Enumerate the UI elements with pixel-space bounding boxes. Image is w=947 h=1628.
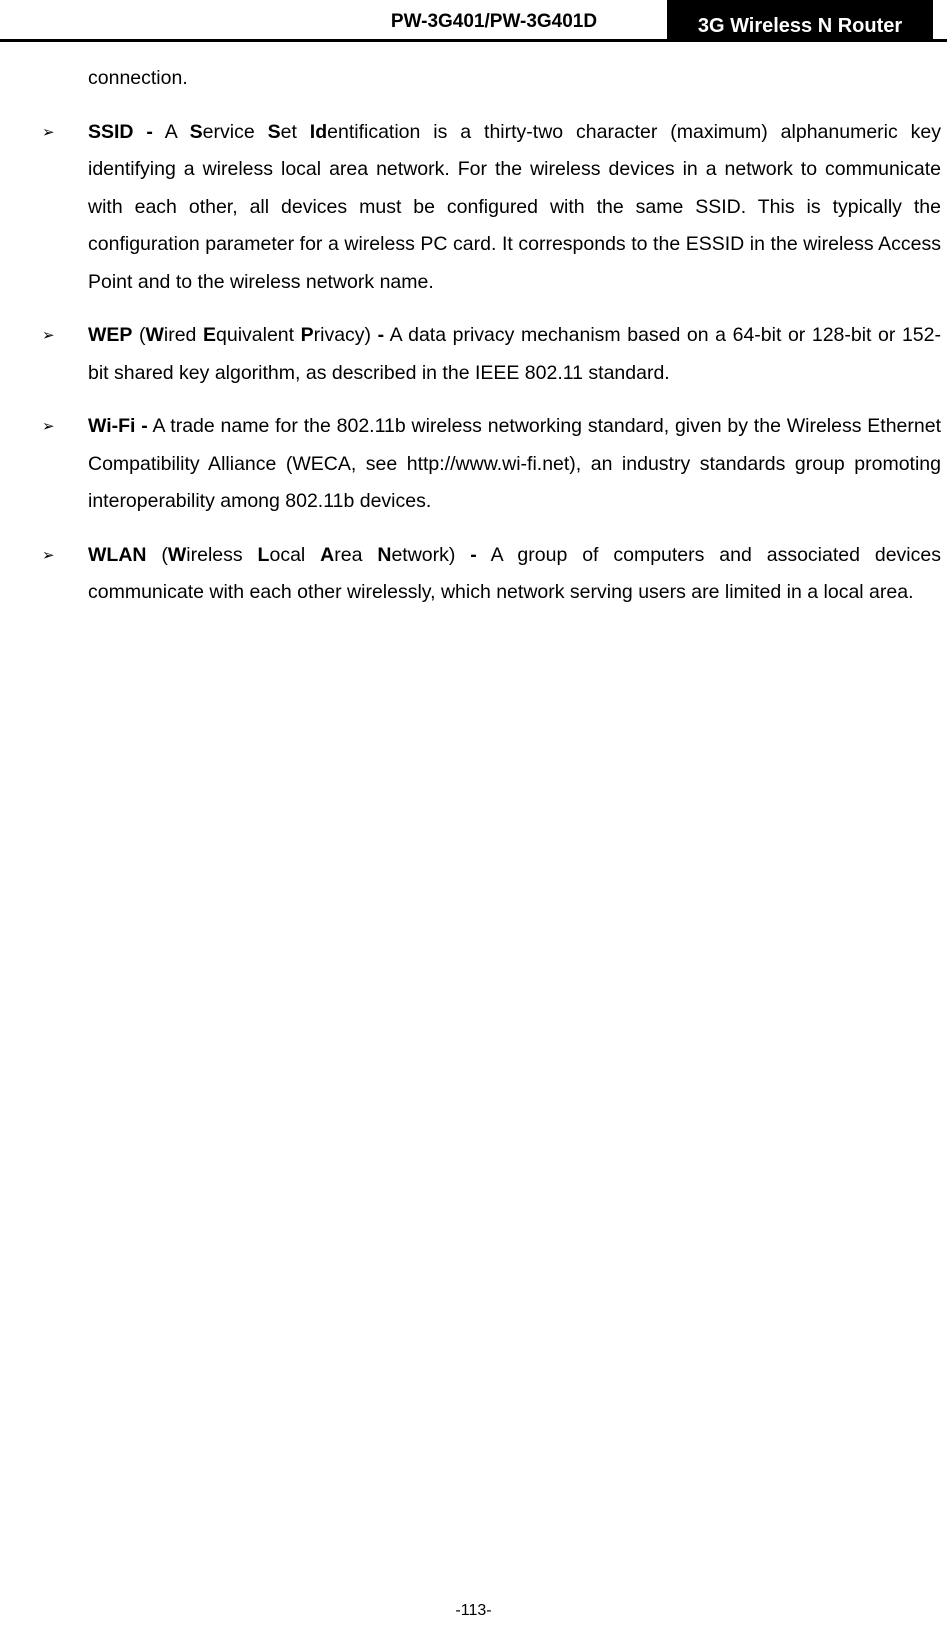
bullet-arrow-icon: ➢	[42, 546, 55, 564]
definition-text: rea	[334, 543, 378, 566]
glossary-entry-wep	[42, 317, 941, 392]
acronym-letter: L	[257, 543, 270, 566]
page-header	[0, 0, 947, 42]
term-name: SSID -	[88, 120, 153, 143]
header-model-name: PW-3G401/PW-3G401D	[390, 11, 598, 32]
acronym-letter: A	[320, 543, 335, 566]
definition-text: ocal	[269, 543, 321, 566]
definition-text: ervice	[202, 120, 268, 143]
acronym-letter: E	[202, 324, 216, 346]
definition-text: rivacy)	[313, 324, 378, 346]
header-product-name: 3G Wireless N Router	[667, 0, 933, 41]
definition-text: A trade name for the 802.11b wireless networking standard, given by the Wireless Ethernet Compatibility Alliance (WECA, see http://www.wi-fi.net), an industry standards group promoting interoperability among 802.11b devices.	[88, 415, 942, 512]
page-number: -113-	[455, 1602, 492, 1619]
bullet-arrow-icon: ➢	[42, 123, 55, 141]
definition-text: (	[146, 543, 168, 566]
definition-text: ireless	[186, 543, 258, 566]
definition-text: (	[132, 324, 146, 346]
glossary-entry-ssid	[42, 114, 941, 302]
acronym-letter: W	[145, 324, 164, 346]
definition-text: ired	[163, 324, 203, 346]
bullet-arrow-icon: ➢	[42, 418, 55, 435]
body-content	[42, 60, 942, 612]
acronym-letter: N	[377, 543, 392, 566]
definition-text: A data privacy mechanism based on a 64-bit or 128-bit or 152-bit shared key algorithm, as described in the IEEE 802.11 standard.	[88, 324, 941, 384]
acronym-letter: S	[189, 120, 203, 143]
definition-text: et	[280, 120, 310, 143]
term-name: WEP	[88, 324, 133, 346]
definition-text: A	[152, 120, 190, 143]
term-separator: -	[470, 543, 477, 566]
continuation-text: connection.	[88, 67, 188, 89]
definition-text: etwork)	[391, 543, 471, 566]
acronym-letter: P	[300, 324, 314, 346]
header-rule	[0, 39, 947, 42]
glossary-entry-wlan	[42, 537, 941, 612]
term-name: WLAN	[88, 543, 147, 566]
acronym-letter: Id	[309, 120, 328, 143]
term-separator: -	[377, 324, 385, 346]
glossary-entry-wifi	[42, 408, 942, 521]
definition-text: A group of computers and associated devices communicate with each other wirelessly, which network serving users are limited in a local area.	[88, 543, 941, 603]
definition-text: entification is a thirty-two character (maximum) alphanumeric key identifying a wireless local area network. For the wireless devices in a network to communicate with each other, all devices must be configured with the same SSID. This is typically the configuration parameter for a wireless PC card. It corresponds to the ESSID in the wireless Access Point and to the wireless network name.	[88, 120, 941, 293]
acronym-letter: W	[167, 543, 187, 566]
definition-text: quivalent	[216, 324, 301, 346]
term-name: Wi-Fi -	[88, 415, 148, 437]
acronym-letter: S	[267, 120, 281, 143]
bullet-arrow-icon: ➢	[42, 327, 55, 344]
